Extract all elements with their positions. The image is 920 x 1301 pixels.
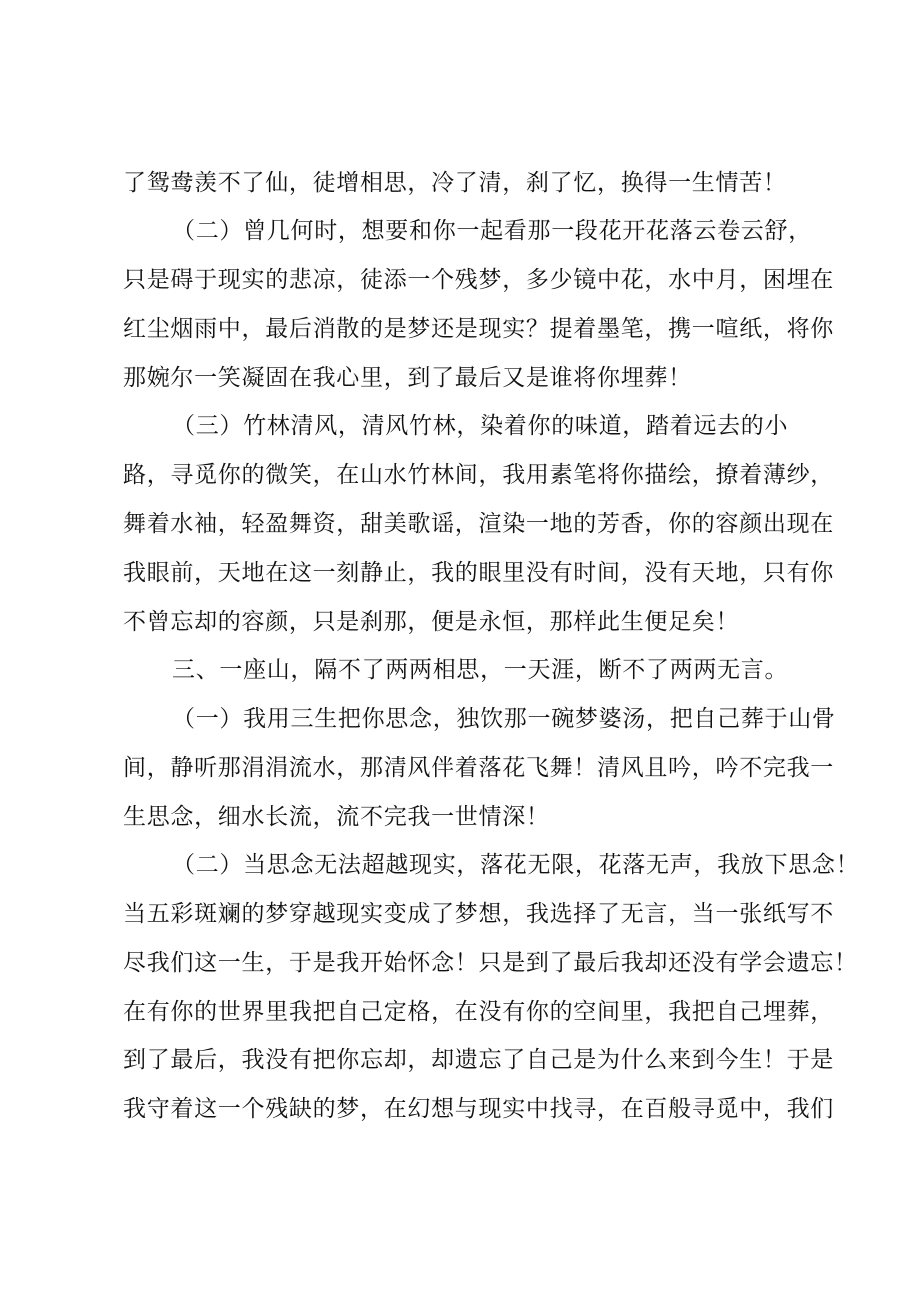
text-line: 只是碍于现实的悲凉，徒添一个残梦，多少镜中花，水中月，困埋在: [123, 267, 834, 293]
text-line: 红尘烟雨中，最后消散的是梦还是现实？提着墨笔，携一喧纸，将你: [123, 316, 834, 342]
text-line: （三）竹林清风，清风竹林，染着你的味道，踏着远去的小: [172, 413, 789, 439]
text-line: 当五彩斑斓的梦穿越现实变成了梦想，我选择了无言，当一张纸写不: [123, 901, 834, 927]
text-line: 到了最后，我没有把你忘却，却遗忘了自己是为什么来到今生！于是: [123, 1047, 834, 1073]
text-line: 不曾忘却的容颜，只是刹那，便是永恒，那样此生便足矣！: [123, 609, 740, 635]
section-heading: 三、一座山，隔不了两两相思，一天涯，断不了两两无言。: [172, 657, 789, 683]
text-line: （一）我用三生把你思念，独饮那一碗梦婆汤，把自己葬于山骨: [172, 706, 836, 732]
text-line: 我守着这一个残缺的梦，在幻想与现实中找寻，在百般寻觅中，我们: [123, 1096, 834, 1122]
text-line: 那婉尔一笑凝固在我心里，到了最后又是谁将你埋葬！: [123, 365, 692, 391]
text-line: 生思念，细水长流，流不完我一世情深！: [123, 804, 550, 830]
text-line: 舞着水袖，轻盈舞资，甜美歌谣，渲染一地的芳香，你的容颜出现在: [123, 511, 834, 537]
text-line: 在有你的世界里我把自己定格，在没有你的空间里，我把自己埋葬，: [123, 999, 834, 1025]
text-line: （二）当思念无法超越现实，落花无限，花落无声，我放下思念！: [172, 852, 860, 878]
text-line: （二）曾几何时，想要和你一起看那一段花开花落云卷云舒，: [172, 218, 812, 244]
text-line: 我眼前，天地在这一刻静止，我的眼里没有时间，没有天地，只有你: [123, 560, 834, 586]
text-line: 间，静听那涓涓流水，那清风伴着落花飞舞！清风且吟，吟不完我一: [123, 755, 834, 781]
text-line: 路，寻觅你的微笑，在山水竹林间，我用素笔将你描绘，撩着薄纱，: [123, 462, 834, 488]
text-line: 尽我们这一生，于是我开始怀念！只是到了最后我却还没有学会遗忘！: [123, 950, 858, 976]
text-line: 了鸳鸯羡不了仙，徒增相思，冷了清，刹了忆，换得一生情苦！: [123, 170, 787, 196]
